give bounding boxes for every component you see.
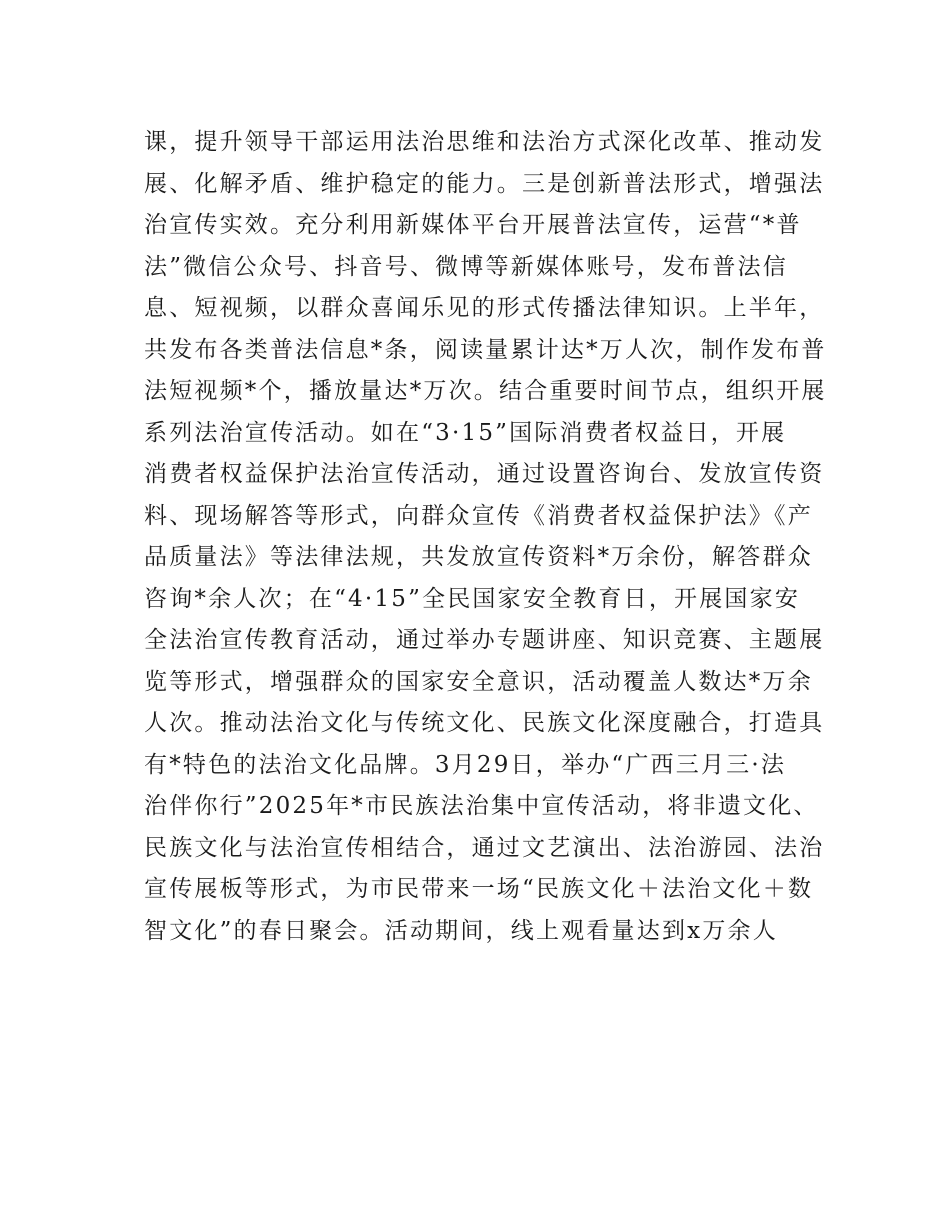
text-line: 智文化”的春日聚会。活动期间，线上观看量达到x万余人: [144, 917, 778, 944]
text-line: 消费者权益保护法治宣传活动，通过设置咨询台、发放宣传资: [144, 461, 825, 487]
text-line: 料、现场解答等形式，向群众宣传《消费者权益保护法》《产: [144, 502, 813, 529]
text-line: 全法治宣传教育活动，通过举办专题讲座、知识竞赛、主题展: [144, 627, 825, 653]
text-line: 课，提升领导干部运用法治思维和法治方式深化改革、推动发: [144, 129, 825, 155]
text-line: 人次。推动法治文化与传统文化、民族文化深度融合，打造具: [144, 710, 825, 736]
text-line: 共发布各类普法信息*条，阅读量累计达*万人次，制作发布普: [144, 336, 827, 363]
text-line: 治宣传实效。充分利用新媒体平台开展普法宣传，运营“*普: [144, 212, 802, 238]
text-line: 有*特色的法治文化品牌。3月29日，举办“广西三月三·法: [144, 751, 787, 778]
body-paragraph: [144, 122, 827, 952]
text-line: 咨询*余人次；在“4·15”全民国家安全教育日，开展国家安: [144, 585, 801, 612]
text-line: 治伴你行”2025年*市民族法治集中宣传活动，将非遗文化、: [144, 793, 819, 819]
text-line: 民族文化与法治宣传相结合，通过文艺演出、法治游园、法治: [144, 834, 825, 861]
text-line: 系列法治宣传活动。如在“3·15”国际消费者权益日，开展: [144, 419, 787, 446]
text-line: 息、短视频，以群众喜闻乐见的形式传播法律知识。上半年，: [144, 295, 825, 321]
text-line: 法”微信公众号、抖音号、微博等新媒体账号，发布普法信: [144, 253, 788, 280]
text-line: 宣传展板等形式，为市民带来一场“民族文化＋法治文化＋数: [144, 876, 814, 902]
text-line: 展、化解矛盾、维护稳定的能力。三是创新普法形式，增强法: [144, 170, 825, 197]
text-line: 法短视频*个，播放量达*万次。结合重要时间节点，组织开展: [144, 378, 827, 404]
text-line: 品质量法》等法律法规，共发放宣传资料*万余份，解答群众: [144, 544, 813, 570]
text-line: 览等形式，增强群众的国家安全意识，活动覆盖人数达*万余: [144, 668, 813, 695]
